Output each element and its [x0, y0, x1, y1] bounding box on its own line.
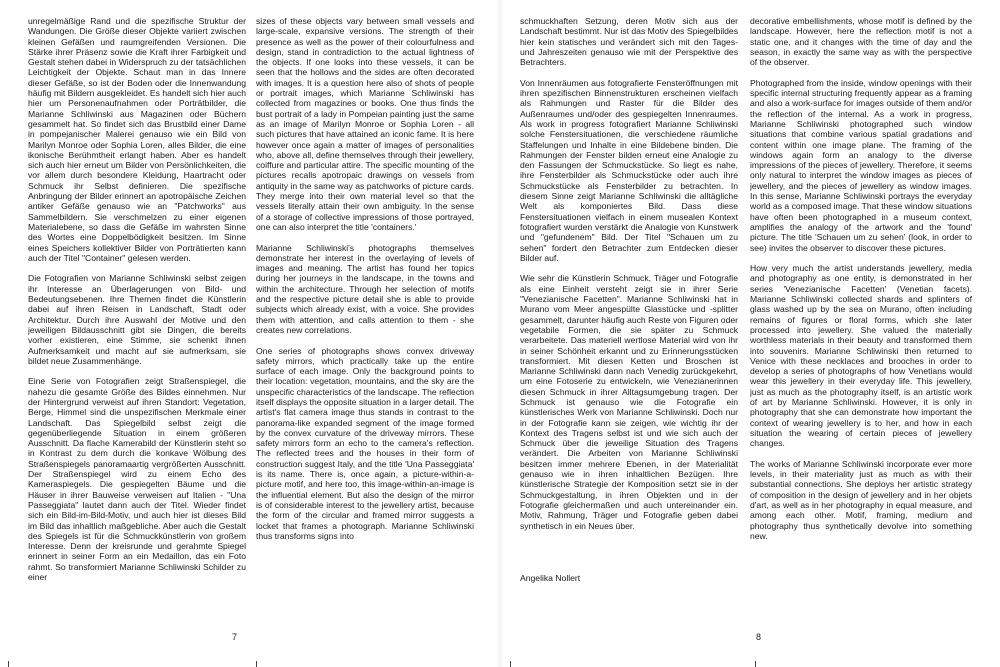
author-signature: Angelika Nollert: [520, 573, 581, 583]
right-page-german-column: [520, 16, 738, 541]
page-number: 8: [756, 632, 762, 642]
paragraph: Wie sehr die Künstlerin Schmuck, Träger und Fotografie als eine Einheit versteht zeigt sie in ihrer Serie "Venezianische Facetten". Marianne Schliwinski hat in Murano vom Meer angespülte Glasstücke und -splitter gesammelt, darunter häufig auch Reste von Figuren oder vegetabile Formen, die sie später zu Schmuck verarbeitete. Das materiell wertlose Material wird von ihr in seiner Schönheit erkannt und zu Erinnerungsstücken transformiert. Mit diesen Ketten und Broschen ist Marianne Schliwinski dann nach Venedig zurückgekehrt, um eine Fotoserie zu entwickeln, wie Venezianerinnen diesen Schmuck in ihrer Alltagsumgebung tragen. Der Schmuck ist genauso wie die Fotografie ein künstlerisches Werk von Marianne Schliwinski. Doch nur in der Fotografie kann sie zeigen, wie wichtig ihr der Kontext des Tragens selbst ist und wie sich auch der Schmuck über die jeweilige Situation des Tragens verändert. Die Arbeiten von Marianne Schliwinski besitzen immer mehrere Ebenen, in der Materialität genauso wie in ihren inhaltlichen Bezügen. Ihre künstlerische Strategie der Komposition setzt sie in der Schmuckgestaltung, in ihren Objekten und in der Fotografie gleichermaßen und auch untereinander ein. Motiv, Rahmung, Träger und Fotografie geben dabei synthetisch in ein Neues über.: [520, 273, 738, 531]
paragraph: sizes of these objects vary between small vessels and large-scale, expansive versions. The strength of their presence as well as the power of their colourfulness and design, stand in contradiction to the actual lightness of the objects. If one looks into these vessels, it can be seen that the hollows and the sides are often decorated with images. It is a question here also of shots of people or portrait images, which Marianne Schliwinski has collected from magazines or books. One thus finds the bust portrait of a lady in Pompeian painting just the same as an image of Marilyn Monroe or Sophia Loren - all such pictures that have attained an iconic fame. It is here however once again a matter of images of personalities who, above all, define themselves through their jewellery, coiffure and particular attire. The specific mounting of the pictures recalls apotropaic drawings on vessels from antiquity in the same way as patchworks of picture cards. They merge into their own material level so that the vessels literally attain their own ambiguity. In the sense of a storage of collective impressions of those portrayed, one can also interpret the title 'containers.': [256, 16, 474, 232]
paragraph: Eine Serie von Fotografien zeigt Straßenspiegel, die nahezu die gesamte Größe des Bildes einnehmen. Nur der Hintergrund verweist auf ihren Standort: Vegetation, Berge, Himmel sind die unspezifischen Merkmale einer Landschaft. Das Spiegelbild selbst zeigt die gegenüberliegende Situation in einem größeren Ausschnitt. Da flache Kamerabild der Künstlerin steht so in Kontrast zu dem durch die konkave Wölbung des Straßenspiegels panoramaartig vergrößerten Ausschnitt. Der Straßenspiegel wird zu einem Echo des Kameraspiegels. Die gespiegelten Bäume und die Häuser in ihrer Bauweise verweisen auf Italien - "Una Passeggiata" lautet dann auch der Titel. Wieder findet sich ein Bild-im-Bild-Motiv, und auch hier ist dieses Bild im Bild das inhaltlich maßgebliche. Aber auch die Gestalt des Spiegels ist für die Schmuckkünstlerin von großem Interesse. Denn der kreisrunde und gerahmte Spiegel erinnert in seiner Form an ein Medaillon, das ein Foto rahmt. So transformiert Marianne Schliwinski Schilder zu einer: [28, 376, 246, 583]
right-page: [500, 0, 1000, 667]
paragraph: How very much the artist understands jewellery, media and photography as one entity, is demonstrated in her series 'Venezianische Facetten' (Venetian facets). Marianne Schliwinski collected shards and splinters of glass washed up by the sea on Murano, often including remains of figures or floral forms, which she later processed into jewellery. She valued the materially worthless materials in their beauty and transformed them into souvenirs. Marianne Schliwinski then returned to Venice with these necklaces and brooches in order to develop a series of photographs of how Venetians would wear this jewellery in their everyday life. This jewellery, just as much as the photography itself, is an artistic work of art by Marianne Schliwinski. However, it is only in photography that she can demonstrate how important the context of wearing jewellery is to her, and how in each situation the wearing of certain pieces of jewellery changes.: [750, 263, 972, 449]
right-page-english-column: [750, 16, 972, 551]
paragraph: Die Fotografien von Marianne Schliwinski selbst zeigen ihr Interesse an Überlagerungen von Bild- und Bedeutungsebenen. Ihre Themen findet die Künstlerin dabei auf ihren Reisen in Landschaft, Stadt oder Architektur. Durch ihre Auswahl der Motive und den jeweiligen Bildausschnitt gibt sie Dingen, die bereits vorher existieren, eine Stimme, sie schenkt ihnen Aufmerksamkeit und macht auf sie aufmerksam, sie bildet neue Zusammenhänge.: [28, 273, 246, 366]
page-number: 7: [232, 632, 238, 642]
paragraph: Marianne Schliwinski's photographs themselves demonstrate her interest in the overlaying of levels of images and meaning. The artist has found her topics during her journeys in the landscape, in the towns and within the architecture. Through her selection of motifs and the respective picture detail she is able to provide subjects which already exist, with a voice. She provides them with attention, and calls attention to them - she creates new correlations.: [256, 242, 474, 335]
paragraph: One series of photographs shows convex driveway safety mirrors, which practically take up the entire surface of each image. Only the background points to their location: vegetation, mountains, and the sky are the unspecific characteristics of the landscape. The reflection itself displays the opposite situation in a larger detail. The artist's flat camera image thus stands in contrast to the panorama-like expanded segment of the image formed by the convex curvature of the driveway mirrors. These safety mirrors form an echo to the camera's reflection. The reflected trees and the houses in their form of construction suggest Italy, and the title 'Una Passeggiata' is its name. There is, once again, a picture-within-a-picture motif, and here too, this image-within-an-image is the influential element. But also the design of the mirror is of considerable interest to the jewellery artist, because the form of the circular and framed mirror suggests a locket that frames a photograph. Marianne Schliwinski thus transforms signs into: [256, 345, 474, 541]
crop-mark: [755, 661, 756, 667]
paragraph: decorative embellishments, whose motif is defined by the landscape. However, here the reflection motif is not a static one, and it changes with the time of day and the season, in exactly the same way as with the perspective of the observer.: [750, 16, 972, 68]
paragraph: The works of Marianne Schliwinski incorporate ever more levels, in their materiality just as much as with their substantial connections. She deploys her artistic strategy of composition in the design of jewellery and in her objets d'art, as well as in her photography in equal measure, and among each other. Motif, framing, medium and photography thus synthetically devolve into something new.: [750, 458, 972, 541]
paragraph: unregelmäßige Rand und die spezifische Struktur der Wandungen. Die Größe dieser Objekte variiert zwischen kleinen Gefäßen und raumgreifenden Versionen. Die Stärke ihrer Präsenz sowie die Kraft ihrer Farbigkeit und Gestalt stehen dabei in Widerspruch zu der tatsächlichen Leichtigkeit der Objekte. Schaut man in das Innere dieser Gefäße, so ist der Boden oder die Innenwandung häufig mit Bildern ausgekleidet. Es handelt sich hier auch hier um Personenaufnahmen oder Porträtbilder, die Marianne Schliwinski aus Magazinen oder Büchern gesammelt hat. So findet sich das Brustbild einer Dame in pompejanischer Malerei genauso wie ein Bild von Marilyn Monroe oder Sophia Loren, alles Bilder, die eine ikonische Berühmtheit erlangt haben. Aber es handelt sich auch hier erneut um Bilder von Persönlichkeiten, die vor allem durch besondere Kleidung, Haartracht oder Schmuck ihr Selbst definieren. Die spezifische Anbringung der Bilder erinnert an apotropäische Zeichen antiker Gefäße genauso wie an "Patchworks" aus Sammelbildern. Sie verschmelzen zu einer eigenen Materialebene, so dass die Gefäße im wahrsten Sinne des Wortes eine Doppelbödigkeit besitzen. Im Sinne eines Speichers kollektiver Bilder von Porträtierten kann auch der Titel "Container" gelesen werden.: [28, 16, 246, 263]
left-page-german-column: [28, 16, 246, 593]
paragraph: schmuckhaften Setzung, deren Motiv sich aus der Landschaft bestimmt. Nur ist das Motiv des Spiegelbildes hier kein statisches und verändert sich mit den Tages- und Jahreszeiten genauso wie mit der Perspektive des Betrachters.: [520, 16, 738, 68]
paragraph: Von Innenräumen aus fotografierte Fensteröffnungen mit ihren spezifischen Binnenstrukturen erscheinen vielfach als Rahmungen und Raster für die Bilder des Außenraumes und/oder des gespiegelten Innenraumes. Als work in progress fotografiert Marianne Schliwinski solche Fenstersituationen, die verschiedene räumliche Staffelungen und Inhalte in eine Bildebene binden. Die Rahmungen der Fenster bilden erneut eine Analogie zu den Fassungen der Schmuckstücke. So liegt es nahe, ihre Fensterbilder als Schmuckstücke oder auch ihre Schmuckstücke als Fensterbilder zu betrachten. In diesem Sinne zeigt Marianne Schliwinski die alltägliche Welt als komponiertes Bild. Dass diese Fenstersituationen vielfach in einem musealen Kontext fotografiert wurden verstärkt die Analogie von Kunstwerk und "gefundenem" Bild. Der Titel "Schauen um zu sehen" fordert den Betrachter zum Entdecken dieser Bilder auf.: [520, 77, 738, 263]
paragraph: Photographed from the inside, window openings with their specific internal structuring frequently appear as a framing and also a work-surface for images outside of them and/or the reflection of the internal. As a work in progress, Marianne Schliwinski photographed such window situations that combine various spatial gradations and content within one image plane. The framing of the windows again form an analogy to the diverse impressions of the pieces of jewellery. Therefore, it seems only natural to interpret the window images as pieces of jewellery, and the pieces of jewellery as window images. In this sense, Marianne Schliwinski portrays the everyday world as a composed image. That these window situations have often been photographed in a museum context, amplifies the analogy of the artwork and the 'found' picture. The title 'Schauen um zu sehen' (look, in order to see) invites the observer to discover these pictures.: [750, 77, 972, 253]
crop-mark: [256, 661, 257, 667]
left-page-english-column: [256, 16, 474, 551]
crop-mark: [510, 661, 511, 667]
crop-mark: [8, 661, 9, 667]
